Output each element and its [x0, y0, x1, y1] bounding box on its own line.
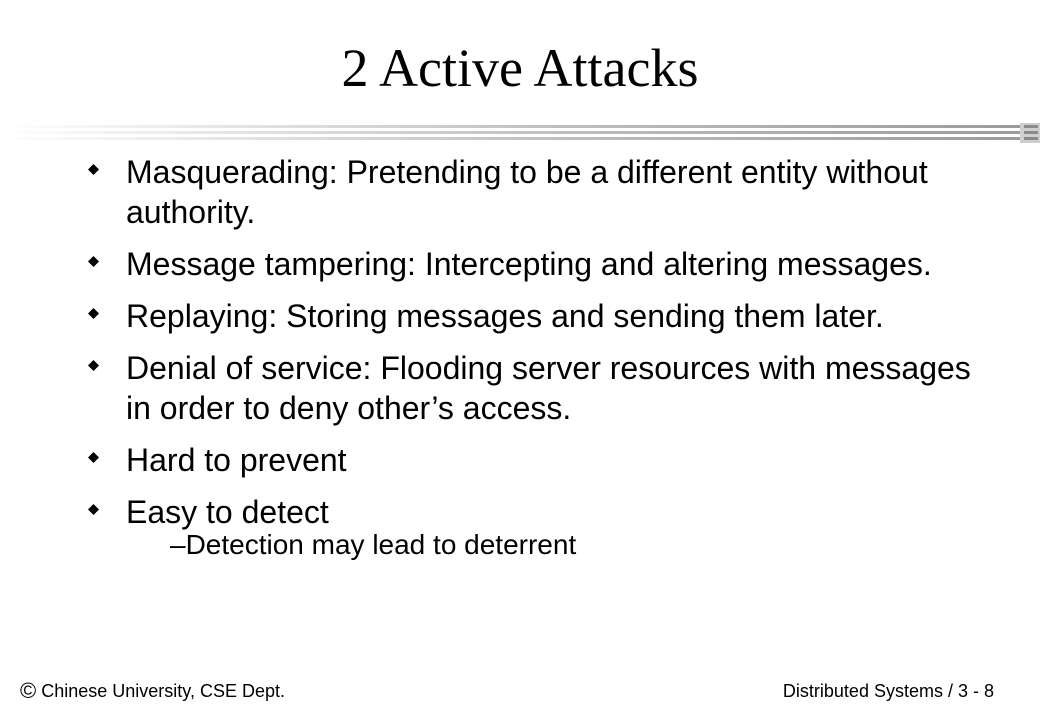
diamond-bullet-icon [88, 308, 99, 319]
bullet-item [88, 440, 988, 480]
sub-bullet-item [88, 530, 988, 560]
bullet-item [88, 152, 988, 232]
bullet-text: Easy to detect [126, 494, 329, 530]
diamond-bullet-icon [88, 164, 99, 175]
slide-title: 2 Active Attacks [341, 38, 699, 98]
footer-organization: Chinese University, CSE Dept. [41, 681, 285, 701]
bullet-item [88, 244, 988, 284]
bullet-text: Hard to prevent [126, 442, 347, 478]
bullet-item [88, 492, 988, 532]
bullet-list [88, 152, 988, 560]
title-divider [0, 123, 1040, 145]
footer-left [20, 680, 285, 702]
bullet-text: Denial of service: Flooding server resources with messages in order to deny other’s access. [126, 350, 971, 426]
copyright-symbol: © [20, 678, 37, 703]
bullet-text: Message tampering: Intercepting and altering messages. [126, 246, 932, 282]
bullet-item [88, 296, 988, 336]
diamond-bullet-icon [88, 452, 99, 463]
footer-page-label: Distributed Systems / 3 - 8 [782, 681, 994, 701]
diamond-bullet-icon [88, 256, 99, 267]
sub-bullet-text: –Detection may lead to deterrent [170, 529, 577, 560]
bullet-text: Replaying: Storing messages and sending them later. [126, 298, 884, 334]
diamond-bullet-icon [88, 360, 99, 371]
bullet-item [88, 348, 988, 428]
bullet-text: Masquerading: Pretending to be a different entity without authority. [126, 154, 928, 230]
diamond-bullet-icon [88, 504, 99, 515]
